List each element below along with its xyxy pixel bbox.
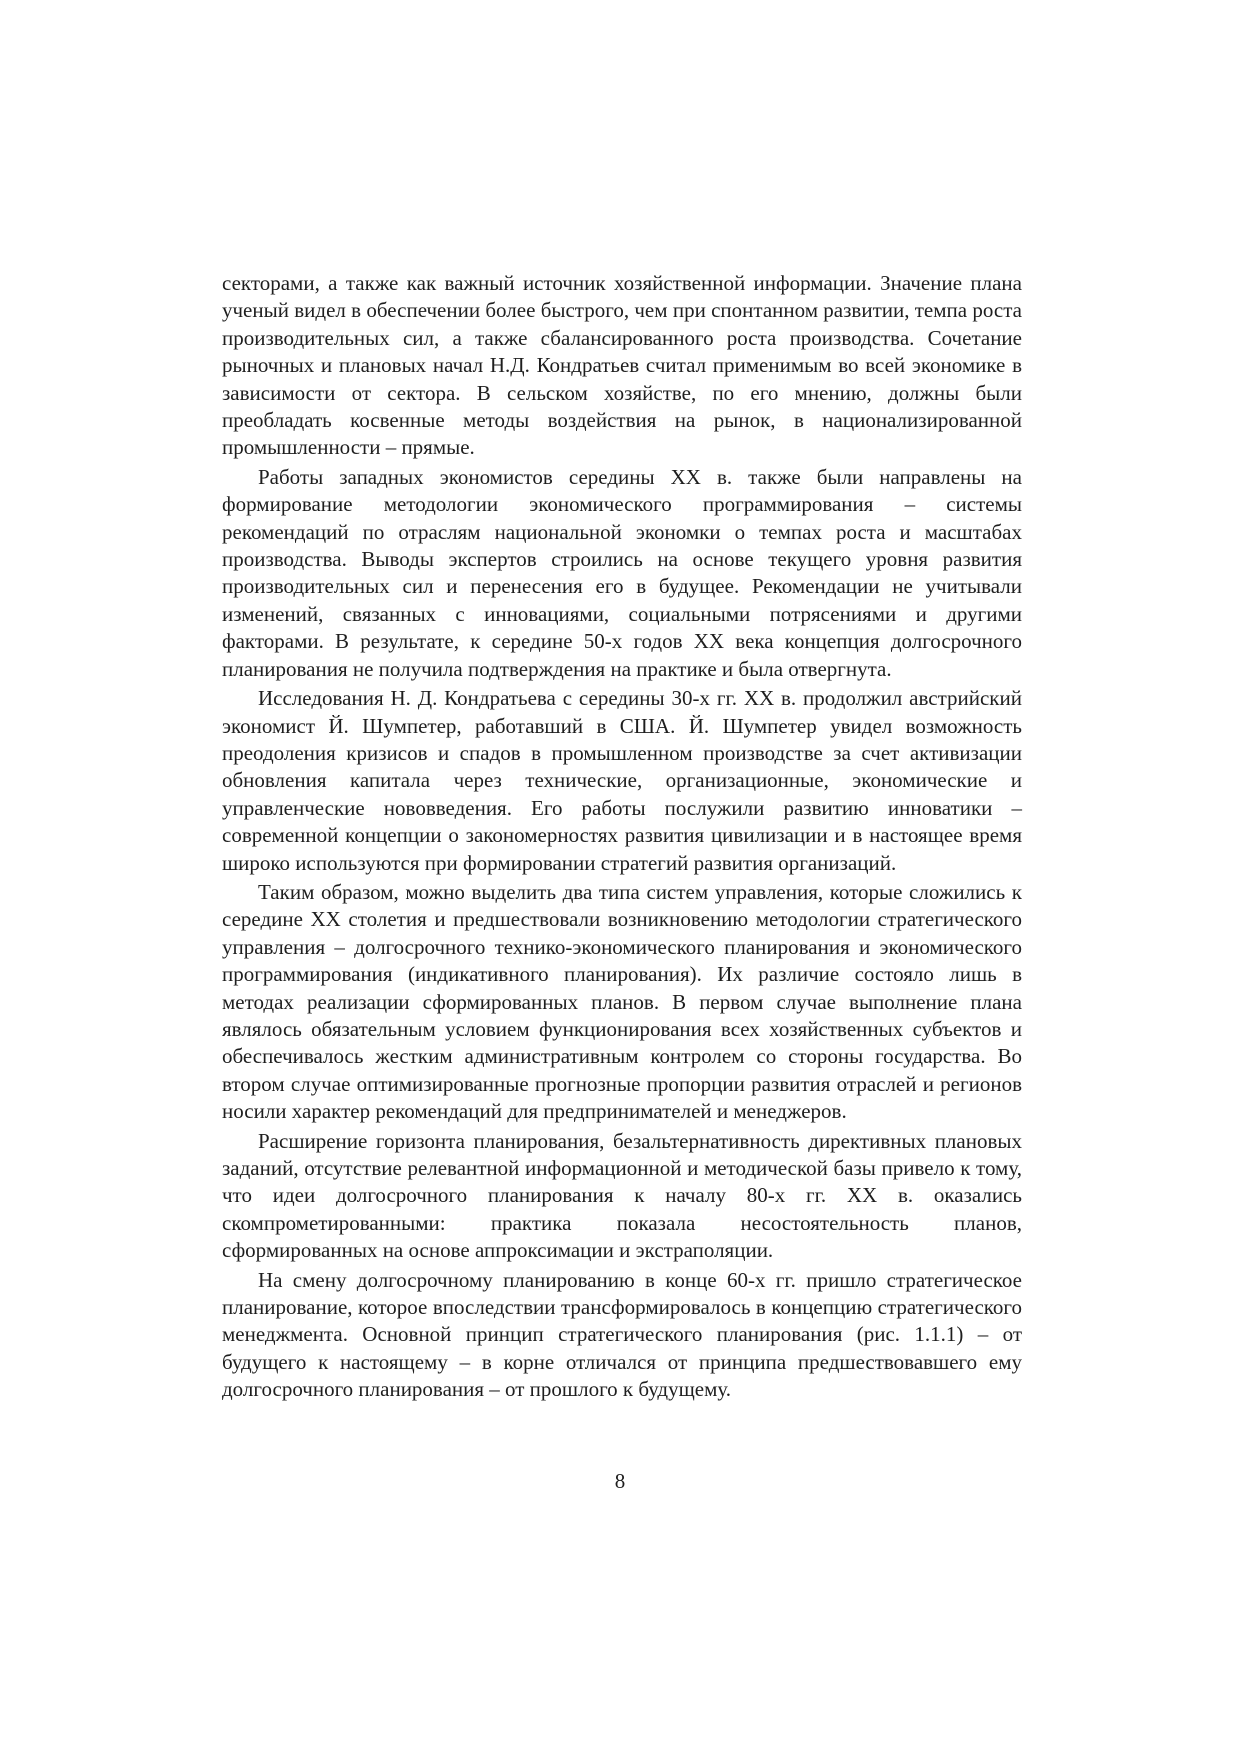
paragraph-western-economists: Работы западных экономистов середины XX в. также были направлены на формирование методологии экономического программирования – системы рекомендаций по отраслям национальной экономки о темпах роста и масштабах производства. Выводы экспертов строились на основе текущего уровня развития производительных сил и перенесения его в будущее. Рекомендации не учитывали изменений, связанных с инновациями, социальными потрясениями и другими факторами. В результате, к середине 50-х годов XX века концепция долгосрочного планирования не получила подтверждения на практике и была отвергнута. [222, 464, 1022, 681]
paragraph-strategic-planning: На смену долгосрочному планированию в конце 60-х гг. пришло стратегическое планирование, которое впоследствии трансформировалось в концепцию стратегического менеджмента. Основной принцип стратегического планирования (рис. 1.1.1) – от будущего к настоящему – в корне отличался от принципа предшествовавшего ему долгосрочного планирования – от прошлого к будущему. [222, 1267, 1022, 1402]
page-number: 8 [614, 1469, 626, 1493]
paragraph-planning-horizon: Расширение горизонта планирования, безальтернативность директивных плановых заданий, отсутствие релевантной информационной и методической базы привело к тому, что идеи долгосрочного планирования к началу 80-х гг. XX в. оказались скомпрометированными: практика показала несостоятельность планов, сформированных на основе аппроксимации и экстраполяции. [222, 1128, 1022, 1263]
paragraph-two-management-types: Таким образом, можно выделить два типа систем управления, которые сложились к середине XX столетия и предшествовали возникновению методологии стратегического управления – долгосрочного технико-экономического планирования и экономического программирования (индикативного планирования). Их различие состояло лишь в методах реализации сформированных планов. В первом случае выполнение плана являлось обязательным условием функционирования всех хозяйственных субъектов и обеспечивалось жестким административным контролем со стороны государства. Во втором случае оптимизированные прогнозные пропорции развития отраслей и регионов носили характер рекомендаций для предпринимателей и менеджеров. [222, 879, 1022, 1124]
paragraph-continuation: секторами, а также как важный источник хозяйственной информации. Значение плана ученый видел в обеспечении более быстрого, чем при спонтанном развитии, темпа роста производительных сил, а также сбалансированного роста производства. Сочетание рыночных и плановых начал Н.Д. Кондратьев считал применимым во всей экономике в зависимости от сектора. В сельском хозяйстве, по его мнению, должны были преобладать косвенные методы воздействия на рынок, в национализированной промышленности – прямые. [222, 271, 1022, 460]
paragraph-schumpeter: Исследования Н. Д. Кондратьева с середины 30-х гг. XX в. продолжил австрийский экономист Й. Шумпетер, работавший в США. Й. Шумпетер увидел возможность преодоления кризисов и спадов в промышленном производстве за счет активизации обновления капитала через технические, организационные, экономические и управленческие нововведения. Его работы послужили развитию инноватики – современной концепции о закономерностях развития цивилизации и в настоящее время широко используются при формировании стратегий развития организаций. [222, 686, 1022, 875]
body-text [222, 270, 1022, 1404]
